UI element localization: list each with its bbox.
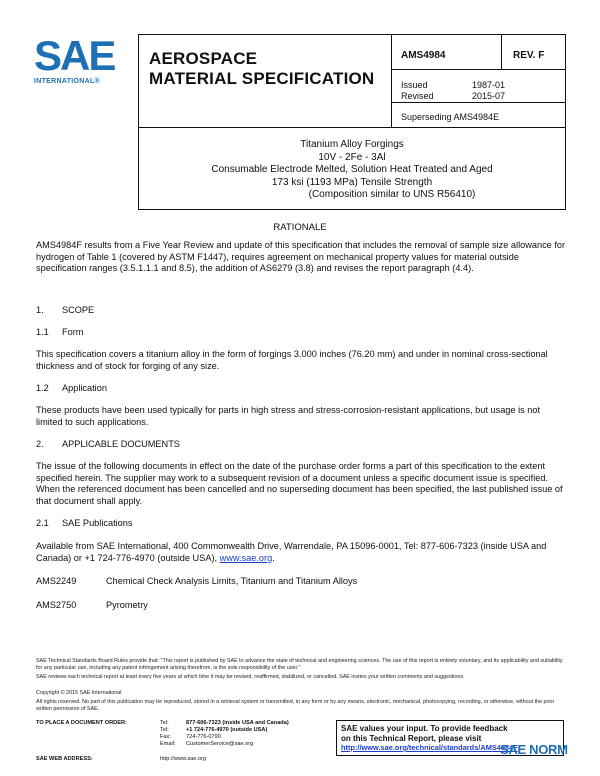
sae-norm-logo: SAE NORM [500, 742, 568, 757]
email-label: Email: [160, 741, 176, 747]
header-divider [501, 35, 502, 69]
application-text: These products have been used typically for parts in high stress and stress-corrosion-resistant applications, but usage is not limited to such applications. [36, 405, 541, 427]
applicable-documents-text: The issue of the following documents in effect on the date of the purchase order forms a part of this specification to the extent specified herein. The supplier may work to a subsequent revision of a document unless a specific document issue is specified. When the referenced document has been cancelled and no superseding document has been specified, the last published issue of that document shall apply. [36, 461, 563, 506]
section-title: Application [62, 383, 107, 393]
section-sae-publications-heading [36, 518, 132, 528]
feedback-link[interactable]: http://www.sae.org/technical/standards/AMS4984F [341, 743, 518, 752]
subtitle-line: (Composition similar to UNS R56410) [308, 189, 476, 200]
document-title [149, 49, 374, 89]
section-number: 1.2 [36, 383, 49, 393]
section-title: Form [62, 327, 84, 337]
subtitle-line: 173 ksi (1193 MPa) Tensile Strength [271, 176, 433, 188]
doc-number: AMS4984 [401, 50, 446, 61]
reference-title: Pyrometry [106, 600, 148, 610]
rationale-text: AMS4984F results from a Five Year Review and update of this specification that includes the removal of sample size allowance for hydrogen of Table 1 (covered by ASTM F1447), requires agreement on mechanical property values for material outside specification ranges (3.5.1.1.1 and 8.5), the addition of AS6279 (3.8) and revises the report paragraph (4.4). [36, 240, 566, 273]
sae-publications-text [36, 541, 568, 564]
revised-label: Revised [401, 91, 434, 101]
section-title: SAE Publications [62, 518, 133, 528]
logo-mark: SAE [34, 32, 115, 79]
tel-label: Tel: [160, 720, 169, 726]
subtitle-line: Consumable Electrode Melted, Solution Heat Treated and Aged [211, 164, 493, 175]
reference-code: AMS2750 [36, 600, 77, 610]
section-title: APPLICABLE DOCUMENTS [62, 439, 180, 449]
email-value[interactable]: CustomerService@sae.org [186, 741, 254, 747]
form-text: This specification covers a titanium alloy in the form of forgings 3.000 inches (76.20 mm) and under in nominal cross-sectional thickness and of stock for forging of any size. [36, 349, 548, 371]
web-value[interactable]: http://www.sae.org [160, 756, 207, 762]
footer-copyright: Copyright © 2015 SAE International [36, 690, 122, 696]
publications-end: . [272, 552, 275, 563]
section-number: 2.1 [36, 518, 49, 528]
header-divider [391, 102, 566, 103]
section-application-heading [36, 383, 107, 393]
section-number: 2. [36, 439, 44, 449]
revised-value: 2015-07 [472, 91, 506, 101]
reference-row [36, 600, 148, 610]
sae-logo [34, 32, 124, 86]
fax-value: 724-776-0790 [186, 734, 221, 740]
feedback-line: on this Technical Report, please visit [341, 733, 482, 743]
feedback-line: SAE values your input. To provide feedback [341, 724, 508, 733]
web-label: SAE WEB ADDRESS: [36, 756, 93, 762]
subtitle-line: 10V - 2Fe - 3Al [318, 151, 386, 163]
section-form-heading [36, 327, 83, 337]
footer-rules-text: SAE Technical Standards Board Rules provide that: "This report is published by SAE to advance the state of technical and engineering sciences. The use of this report is entirely voluntary, and its applicability and suitability for any particular use, including any patent infringement arising therefrom, is the sole responsibility of the user." [36, 658, 563, 671]
issued-label: Issued [401, 80, 428, 90]
title-line-1: AEROSPACE [149, 49, 258, 68]
tel-value: 877-606-7323 (inside USA and Canada) [186, 720, 289, 726]
section-scope-heading [36, 305, 94, 315]
publications-address: Available from SAE International, 400 Commonwealth Drive, Warrendale, PA 15096-0001, Tel: 877-606-7323 (inside USA and Canada) or +1 724-776-4970 (outside USA), [36, 541, 547, 563]
sae-website-link[interactable]: www.sae.org [219, 552, 273, 563]
specification-subtitle [139, 139, 565, 202]
header-table [138, 34, 566, 210]
tel2-label: Tel: [160, 727, 169, 733]
revision: REV. F [513, 50, 545, 61]
section-number: 1.1 [36, 327, 49, 337]
section-title: SCOPE [62, 305, 95, 315]
order-label: TO PLACE A DOCUMENT ORDER: [36, 720, 127, 726]
header-divider [391, 35, 392, 127]
issued-value: 1987-01 [472, 80, 506, 90]
header-divider [139, 127, 566, 128]
fax-label: Fax: [160, 734, 171, 740]
section-number: 1. [36, 305, 44, 315]
header-divider [391, 69, 566, 70]
section-applicable-documents-heading [36, 439, 180, 449]
footer-review-text: SAE reviews each technical report at least every five years at which time it may be revised, reaffirmed, stabilized, or cancelled. SAE invites your written comments and suggestions. [36, 674, 465, 680]
footer-rights-text: All rights reserved. No part of this publication may be reproduced, stored in a retrieval system or transmitted, in any form or by any means, electronic, mechanical, photocopying, recording, or otherwise, without the prior written permission of SAE. [36, 699, 555, 712]
reference-code: AMS2249 [36, 576, 77, 586]
reference-title: Chemical Check Analysis Limits, Titanium and Titanium Alloys [106, 576, 358, 586]
subtitle-line: Titanium Alloy Forgings [300, 139, 404, 150]
rationale-heading: RATIONALE [273, 222, 327, 233]
tel2-value: +1 724-776-4970 (outside USA) [186, 727, 268, 733]
superseding: Superseding AMS4984E [401, 112, 500, 122]
logo-subtext: INTERNATIONAL® [34, 78, 101, 85]
title-line-2: MATERIAL SPECIFICATION [149, 69, 375, 88]
reference-row [36, 576, 357, 586]
